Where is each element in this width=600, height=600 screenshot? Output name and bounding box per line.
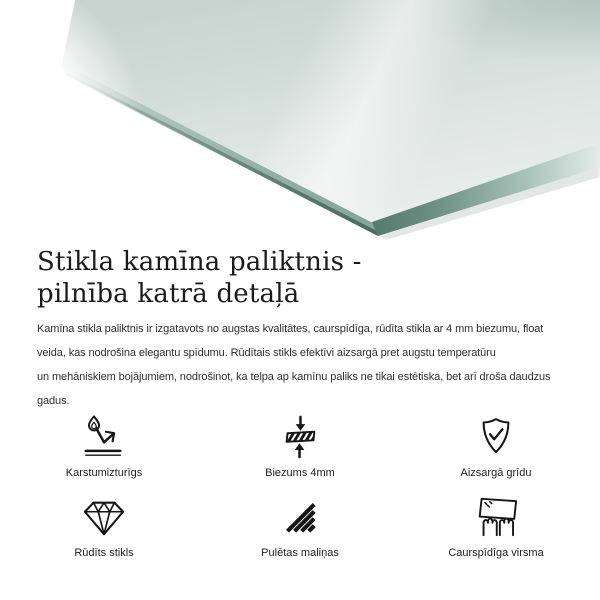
heat-resistant-icon	[81, 415, 127, 459]
page-title	[37, 246, 563, 310]
diamond-icon	[81, 495, 127, 539]
feature-label: Rūdīts stikls	[74, 547, 134, 559]
description-line: un mehāniskiem bojājumiem, nodrošinot, ka telpa ap kamīnu paliks ne tikai estētiska, bet arī droša daudzus	[37, 371, 551, 383]
feature-label: Karstumizturīgs	[65, 467, 143, 479]
description-line: gadus.	[37, 395, 70, 407]
title-line-2: pilnība katrā detaļā	[37, 279, 300, 309]
polished-edges-icon	[280, 495, 320, 539]
feature-thickness	[202, 415, 398, 479]
hero-photo-glass-sheet	[0, 0, 600, 240]
thickness-icon	[277, 415, 323, 459]
feature-grid	[0, 415, 600, 559]
photo-white-fade	[0, 0, 600, 240]
feature-floor-protection	[398, 415, 594, 479]
description-line: veida, kas nodrošina elegantu spīdumu. Rūdītais stikls efektīvi aizsargā pret augstu temperatūru	[37, 347, 496, 359]
title-line-1: Stikla kamīna paliktnis -	[37, 247, 362, 277]
feature-label: Caurspīdīga virsma	[448, 547, 544, 559]
feature-tempered-glass	[6, 495, 202, 559]
feature-polished-edges	[202, 495, 398, 559]
shield-check-icon	[474, 415, 518, 459]
feature-label: Biezums 4mm	[265, 467, 335, 479]
description-line: Kamīna stikla paliktnis ir izgatavots no augstas kvalitātes, caurspīdīga, rūdīta stikla ar 4 mm biezumu, float	[37, 323, 544, 335]
transparent-surface-icon	[472, 495, 520, 539]
feature-label: Pulētas maliņas	[261, 547, 339, 559]
product-description	[37, 317, 563, 413]
feature-transparent-surface	[398, 495, 594, 559]
feature-label: Aizsargā grīdu	[460, 467, 532, 479]
feature-heat-resistant	[6, 415, 202, 479]
